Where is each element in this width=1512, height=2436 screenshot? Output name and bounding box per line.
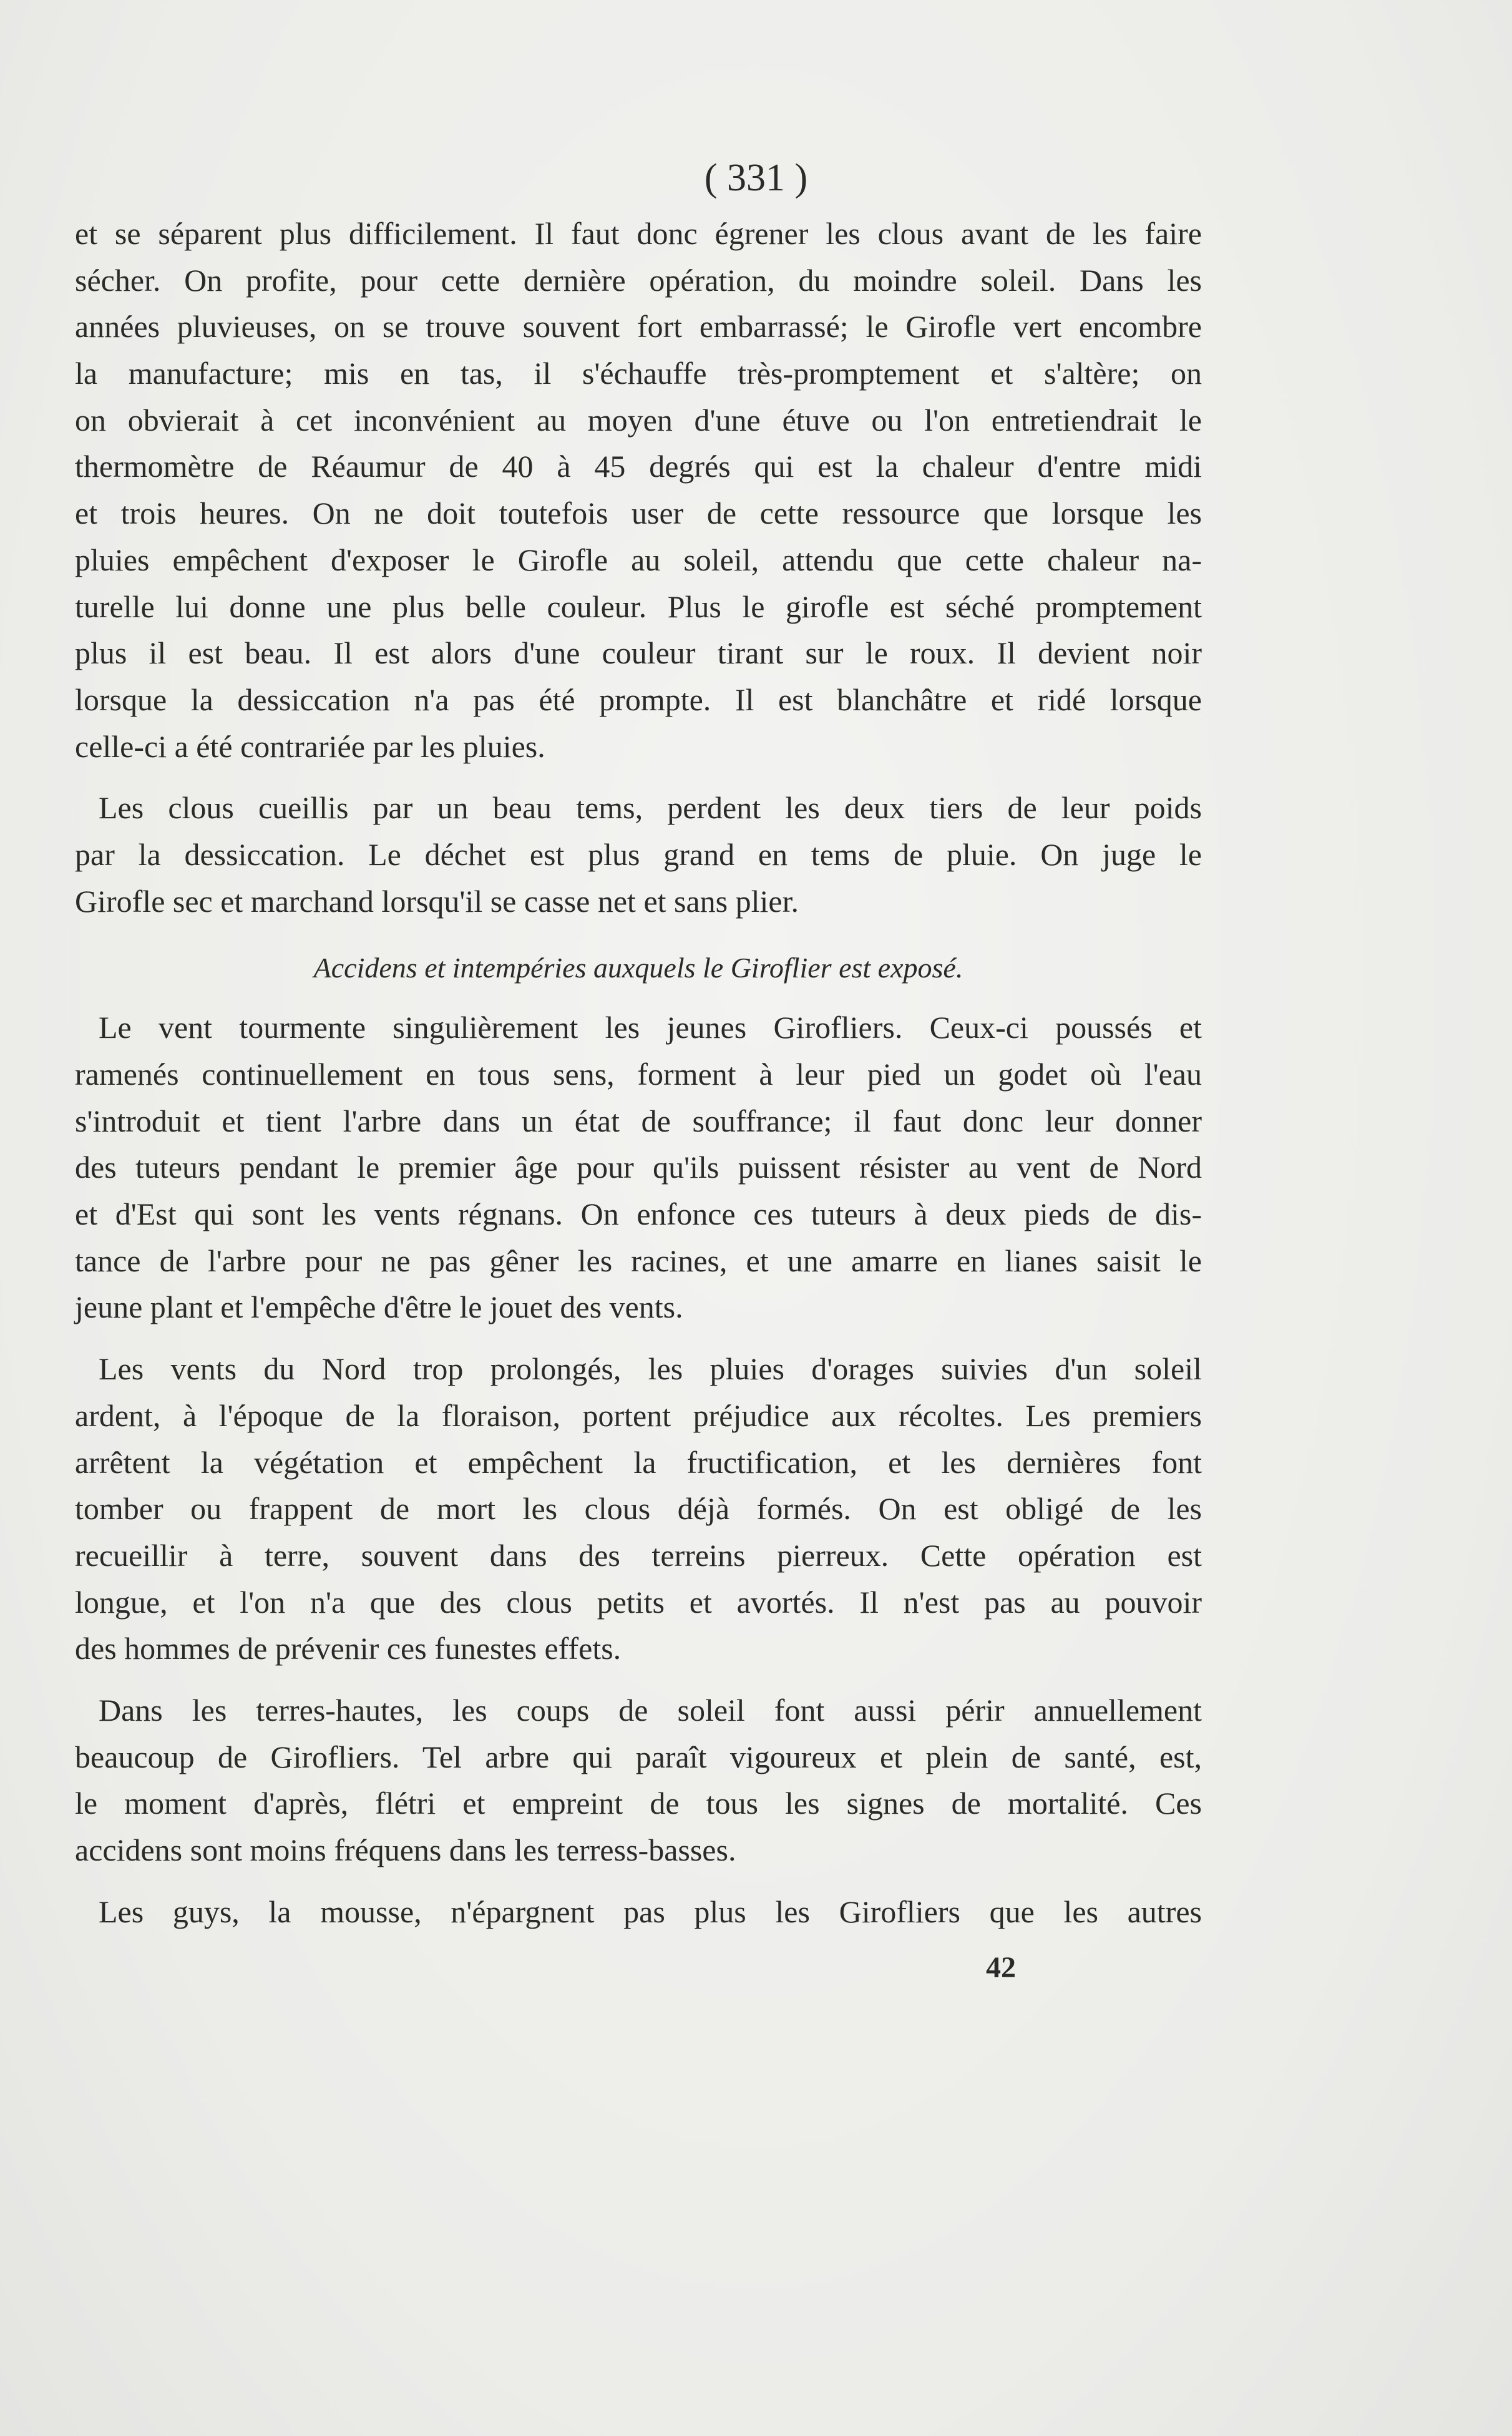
- body-text: [75, 210, 1202, 1935]
- text-line: Les vents du Nord trop prolongés, les pluies d'orages suivies d'un soleil: [99, 1351, 1202, 1387]
- paragraph: [75, 1004, 1202, 1331]
- page-number: ( 331 ): [704, 157, 808, 199]
- text-line: des hommes de prévenir ces funestes effets.: [75, 1631, 622, 1666]
- section-before-heading: [75, 210, 1202, 924]
- text-line: tance de l'arbre pour ne pas gêner les racines, et une amarre en lianes saisit le: [75, 1243, 1202, 1278]
- text-line: thermomètre de Réaumur de 40 à 45 degrés qui est la chaleur d'entre midi: [75, 449, 1202, 484]
- text-line: lorsque la dessiccation n'a pas été prompte. Il est blanchâtre et ridé lorsque: [75, 682, 1202, 717]
- paragraph: [75, 1346, 1202, 1672]
- text-line: jeune plant et l'empêche d'être le jouet des vents.: [75, 1289, 683, 1325]
- text-line: tomber ou frappent de mort les clous déjà formés. On est obligé de les: [75, 1491, 1202, 1527]
- text-line: on obvierait à cet inconvénient au moyen d'une étuve ou l'on entretiendrait le: [75, 402, 1202, 438]
- paragraph: [75, 210, 1202, 770]
- text-line: Le vent tourmente singulièrement les jeunes Girofliers. Ceux-ci poussés et: [99, 1010, 1202, 1045]
- paragraph: [75, 785, 1202, 924]
- text-line: beaucoup de Girofliers. Tel arbre qui paraît vigoureux et plein de santé, est,: [75, 1739, 1202, 1774]
- text-line: ardent, à l'époque de la floraison, portent préjudice aux récoltes. Les premiers: [75, 1397, 1202, 1433]
- text-line: sécher. On profite, pour cette dernière opération, du moindre soleil. Dans les: [75, 262, 1202, 298]
- text-line: des tuteurs pendant le premier âge pour qu'ils puissent résister au vent de Nord: [75, 1150, 1202, 1185]
- signature-mark: 42: [986, 1951, 1016, 1984]
- section-after-heading: [75, 1004, 1202, 1935]
- text-line: Les guys, la mousse, n'épargnent pas plus les Girofliers que les autres: [99, 1894, 1202, 1929]
- text-line: et trois heures. On ne doit toutefois user de cette ressource que lorsque les: [75, 496, 1202, 531]
- text-line: plus il est beau. Il est alors d'une couleur tirant sur le roux. Il devient noir: [75, 635, 1202, 671]
- text-line: recueillir à terre, souvent dans des terreins pierreux. Cette opération est: [75, 1537, 1202, 1573]
- text-line: Girofle sec et marchand lorsqu'il se casse net et sans plier.: [75, 883, 799, 919]
- text-line: Les clous cueillis par un beau tems, perdent les deux tiers de leur poids: [99, 790, 1202, 826]
- text-line: longue, et l'on n'a que des clous petits et avortés. Il n'est pas au pouvoir: [75, 1584, 1202, 1620]
- text-line: et d'Est qui sont les vents régnans. On enfonce ces tuteurs à deux pieds de dis-: [75, 1196, 1202, 1232]
- text-line: s'introduit et tient l'arbre dans un état de souffrance; il faut donc leur donner: [75, 1103, 1202, 1138]
- section-heading: Accidens et intempéries auxquels le Giroflier est exposé.: [313, 952, 963, 984]
- paragraph: [75, 1889, 1202, 1935]
- text-line: ramenés continuellement en tous sens, forment à leur pied un godet où l'eau: [75, 1057, 1202, 1092]
- text-line: et se séparent plus difficilement. Il faut donc égrener les clous avant de les faire: [75, 216, 1202, 251]
- text-line: années pluvieuses, on se trouve souvent fort embarrassé; le Girofle vert encombre: [75, 309, 1202, 345]
- text-line: le moment d'après, flétri et empreint de tous les signes de mortalité. Ces: [75, 1786, 1202, 1821]
- text-line: celle-ci a été contrariée par les pluies.: [75, 728, 545, 764]
- text-line: par la dessiccation. Le déchet est plus grand en tems de pluie. On juge le: [75, 836, 1202, 872]
- paragraph: [75, 1687, 1202, 1874]
- text-line: accidens sont moins fréquens dans les terress-basses.: [75, 1832, 736, 1867]
- text-line: pluies empêchent d'exposer le Girofle au soleil, attendu que cette chaleur na-: [75, 542, 1202, 577]
- text-line: Dans les terres-hautes, les coups de soleil font aussi périr annuellement: [99, 1692, 1202, 1728]
- text-line: la manufacture; mis en tas, il s'échauffe très-promptement et s'altère; on: [75, 356, 1202, 391]
- text-line: turelle lui donne une plus belle couleur. Plus le girofle est séché promptement: [75, 589, 1202, 624]
- text-line: arrêtent la végétation et empêchent la fructification, et les dernières font: [75, 1444, 1202, 1480]
